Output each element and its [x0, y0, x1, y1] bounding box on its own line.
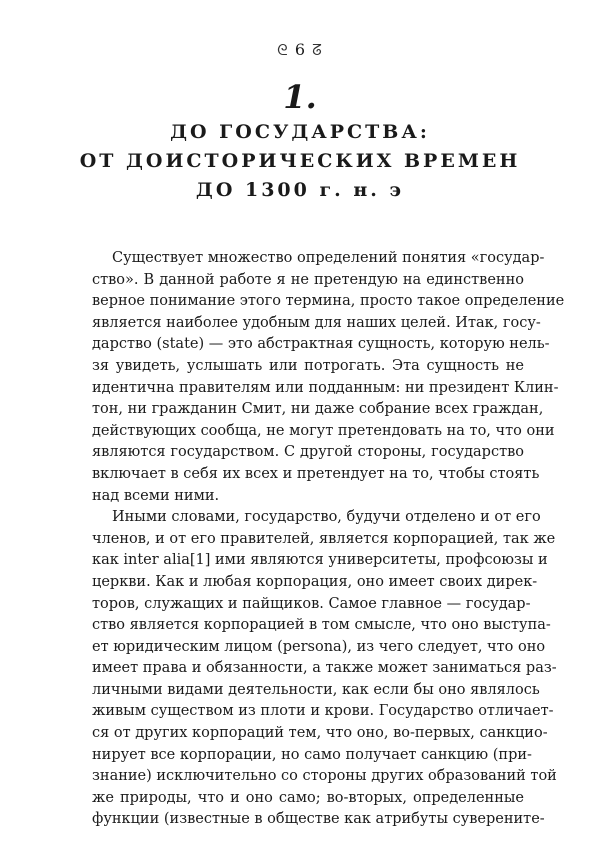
text-line: дарство (state) — это абстрактная сущность, которую нель- [92, 336, 550, 353]
text-line: ет юридическим лицом (persona), из чего следует, что оно [92, 638, 546, 655]
text-line: зя увидеть, услышать или потрогать. Эта сущность не [92, 357, 524, 374]
text-line: является наиболее удобным для наших целей. Итак, госу- [92, 314, 541, 331]
text-line: торов, служащих и пайщиков. Самое главное — государ- [92, 595, 531, 612]
text-line: живым существом из плоти и крови. Государство отличает- [92, 703, 554, 720]
text-line: включает в себя их всех и претендует на то, чтобы стоять [92, 465, 540, 482]
right-ornament-icon: ᘔ [312, 41, 323, 59]
text-line: личными видами деятельности, как если бы оно являлось [92, 681, 540, 698]
text-line: ся от других корпораций тем, что оно, во-первых, санкцио- [92, 725, 548, 742]
text-line: над всеми ними. [92, 487, 220, 504]
body-text [92, 248, 565, 831]
text-line: церкви. Как и любая корпорация, оно имеет своих дирек- [92, 573, 538, 590]
chapter-title-line: ОТ ДОИСТОРИЧЕСКИХ ВРЕМЕН [79, 150, 521, 172]
chapter-title-line: ДО ГОСУДАРСТВА: [170, 121, 430, 143]
page-number [0, 40, 600, 59]
text-line: функции (известные в обществе как атрибуты суверените- [92, 811, 545, 828]
text-line: членов, и от его правителей, является корпорацией, так же [92, 530, 556, 547]
left-ornament-icon: ᘓ [277, 41, 289, 59]
text-line: же природы, что и оно само; во-вторых, определенные [92, 789, 524, 806]
text-line: имеет права и обязанности, а также может заниматься раз- [92, 660, 557, 677]
text-line: идентична правителям или подданным: ни президент Клин- [92, 379, 559, 396]
text-line: являются государством. С другой стороны, государство [92, 444, 524, 461]
text-line: нирует все корпорации, но само получает санкцию (при- [92, 746, 532, 763]
chapter-title-line: ДО 1300 г. н. э [195, 179, 405, 201]
text-line: знание) исключительно со стороны других образований той [92, 768, 557, 785]
page-number-value: 6 [294, 40, 307, 59]
text-line: Существует множество определений понятия «государ- [112, 250, 545, 266]
text-line: ство является корпорацией в том смысле, что оно выступа- [92, 617, 551, 634]
chapter-number: 1. [283, 78, 317, 116]
chapter-title [0, 118, 600, 205]
text-line: верное понимание этого термина, просто такое определение [92, 293, 565, 310]
text-line: действующих сообща, не могут претендовать на то, что они [92, 422, 555, 439]
text-line: тон, ни гражданин Смит, ни даже собрание всех граждан, [92, 401, 544, 418]
text-line: ство». В данной работе я не претендую на единственно [92, 271, 524, 288]
text-line: как inter alia[1] ими являются университеты, профсоюзы и [92, 552, 548, 569]
text-line: Иными словами, государство, будучи отделено и от его [112, 509, 541, 526]
